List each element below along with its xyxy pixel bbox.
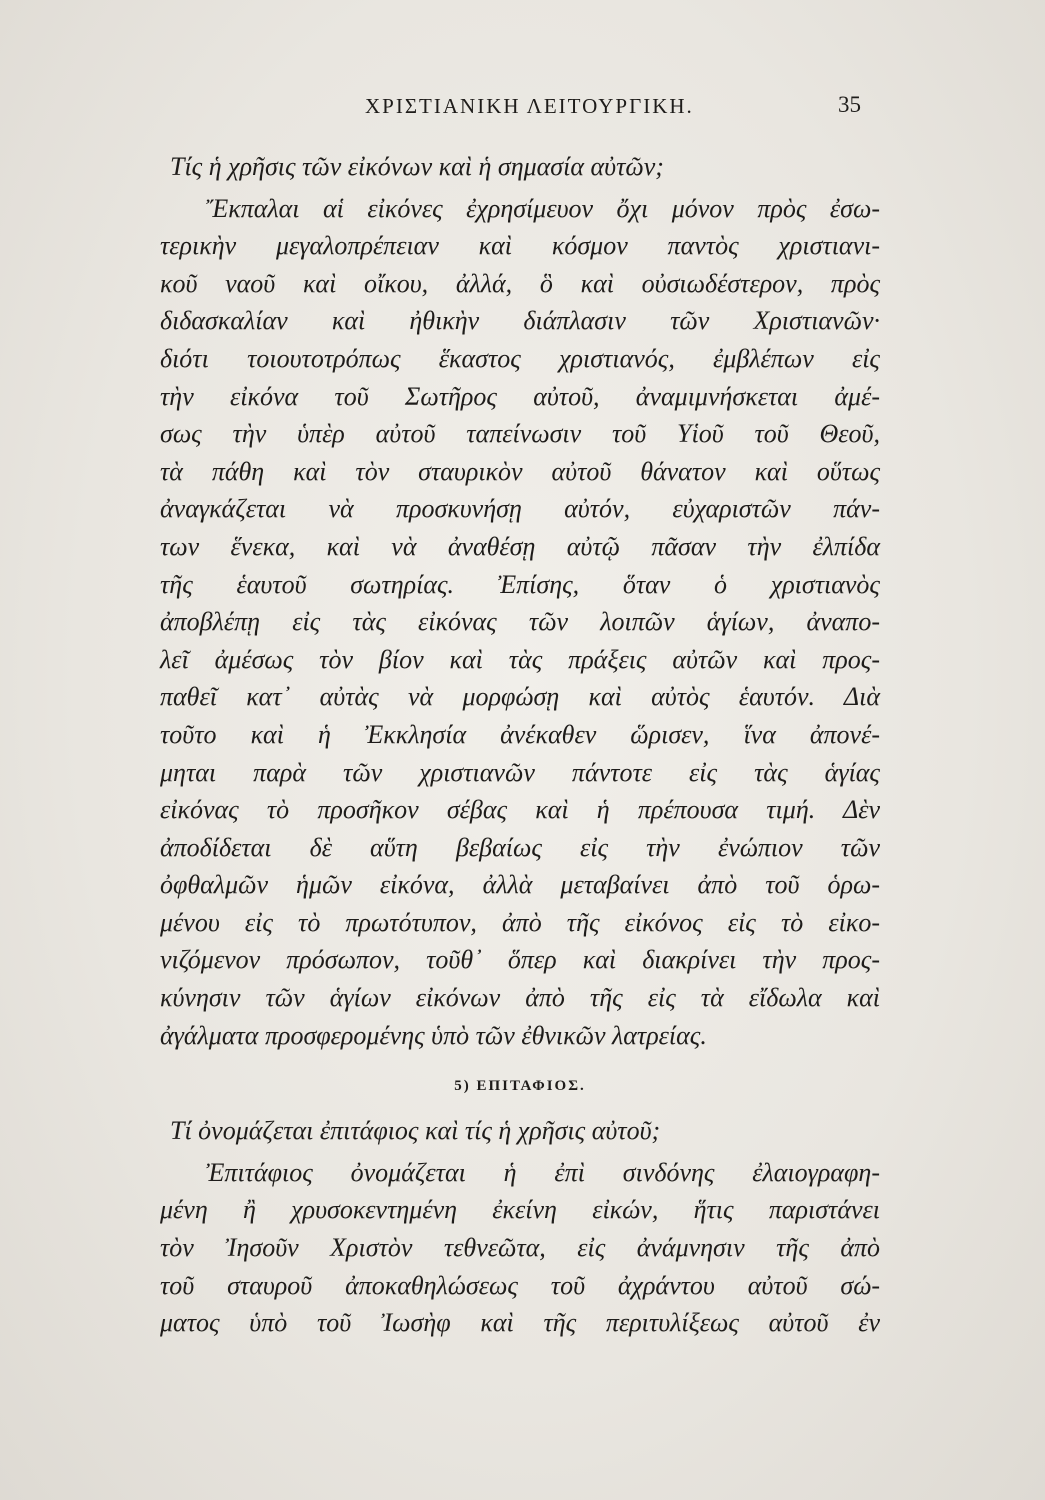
text-line: κοῦ ναοῦ καὶ οἴκου, ἀλλά, ὃ καὶ οὐσιωδέστερον, πρὸς <box>160 268 880 298</box>
text-line: κύνησιν τῶν ἁγίων εἰκόνων ἀπὸ τῆς εἰς τὰ εἴδωλα καὶ <box>160 983 880 1013</box>
question-line: Τί ὀνομάζεται ἐπιτάφιος καὶ τίς ἡ χρῆσις αὐτοῦ; <box>170 1116 661 1146</box>
page-body <box>160 148 880 1342</box>
section-title: 5) ΕΠΙΤΑΦΙΟΣ. <box>454 1078 586 1095</box>
text-line: εἰκόνας τὸ προσῆκον σέβας καὶ ἡ πρέπουσα τιμή. Δὲν <box>160 795 880 825</box>
text-line: τὴν εἰκόνα τοῦ Σωτῆρος αὐτοῦ, ἀναμιμνήσκεται ἀμέ- <box>160 381 880 411</box>
text-line: τερικὴν μεγαλοπρέπειαν καὶ κόσμον παντὸς χριστιανι- <box>160 231 880 261</box>
text-line: ματος ὑπὸ τοῦ Ἰωσὴφ καὶ τῆς περιτυλίξεως αὐτοῦ ἐν <box>160 1308 880 1338</box>
text-line: διδασκαλίαν καὶ ἠθικὴν διάπλασιν τῶν Χριστιανῶν· <box>160 306 880 336</box>
text-line: των ἕνεκα, καὶ νὰ ἀναθέσῃ αὐτῷ πᾶσαν τὴν ἐλπίδα <box>160 531 880 561</box>
text-line: Ἔκπαλαι αἱ εἰκόνες ἐχρησίμευον ὄχι μόνον πρὸς ἐσω- <box>206 193 880 223</box>
paragraph-epitaphios <box>160 1154 880 1342</box>
text-line: ὀφθαλμῶν ἡμῶν εἰκόνα, ἀλλὰ μεταβαίνει ἀπὸ τοῦ ὁρω- <box>160 870 880 900</box>
text-line: μηται παρὰ τῶν χριστιανῶν πάντοτε εἰς τὰς ἁγίας <box>160 757 880 787</box>
question-line: Τίς ἡ χρῆσις τῶν εἰκόνων καὶ ἡ σημασία αὐτῶν; <box>170 152 664 181</box>
text-line: ἀναγκάζεται νὰ προσκυνήσῃ αὐτόν, εὐχαριστῶν πάν- <box>160 494 880 524</box>
text-line: νιζόμενον πρόσωπον, τοῦθ᾽ ὅπερ καὶ διακρίνει τὴν προς- <box>160 945 880 975</box>
running-title: ΧΡΙΣΤΙΑΝΙΚΗ ΛΕΙΤΟΥΡΓΙΚΗ. <box>365 94 694 118</box>
text-line: τὰ πάθη καὶ τὸν σταυρικὸν αὐτοῦ θάνατον καὶ οὕτως <box>160 456 880 486</box>
text-line: τοῦτο καὶ ἡ Ἐκκλησία ἀνέκαθεν ὥρισεν, ἵνα ἀπονέ- <box>160 719 880 749</box>
page-number: 35 <box>838 92 861 117</box>
text-line: παθεῖ κατ᾽ αὐτὰς νὰ μορφώσῃ καὶ αὐτὸς ἑαυτόν. Διὰ <box>160 682 880 712</box>
text-line: ἀγάλματα προσφερομένης ὑπὸ τῶν ἐθνικῶν λατρείας. <box>160 1020 707 1050</box>
text-line: Ἐπιτάφιος ὀνομάζεται ἡ ἐπὶ σινδόνης ἐλαιογραφη- <box>206 1157 880 1187</box>
text-line: σως τὴν ὑπὲρ αὐτοῦ ταπείνωσιν τοῦ Υἱοῦ τοῦ Θεοῦ, <box>160 419 880 449</box>
text-line: τῆς ἑαυτοῦ σωτηρίας. Ἐπίσης, ὅταν ὁ χριστιανὸς <box>160 569 880 599</box>
paragraph-icons <box>160 190 880 1055</box>
text-line: μένη ἢ χρυσοκεντημένη ἐκείνη εἰκών, ἥτις παριστάνει <box>160 1195 880 1225</box>
text-line: μένου εἰς τὸ πρωτότυπον, ἀπὸ τῆς εἰκόνος εἰς τὸ εἰκο- <box>160 907 880 937</box>
text-line: λεῖ ἀμέσως τὸν βίον καὶ τὰς πράξεις αὐτῶν καὶ προς- <box>160 644 880 674</box>
running-head <box>0 94 1045 124</box>
text-line: διότι τοιουτοτρόπως ἕκαστος χριστιανός, ἐμβλέπων εἰς <box>160 343 880 373</box>
text-line: τὸν Ἰησοῦν Χριστὸν τεθνεῶτα, εἰς ἀνάμνησιν τῆς ἀπὸ <box>160 1233 880 1263</box>
text-line: ἀποδίδεται δὲ αὕτη βεβαίως εἰς τὴν ἐνώπιον τῶν <box>160 832 880 862</box>
text-line: ἀποβλέπῃ εἰς τὰς εἰκόνας τῶν λοιπῶν ἁγίων, ἀναπο- <box>160 607 880 637</box>
text-line: τοῦ σταυροῦ ἀποκαθηλώσεως τοῦ ἀχράντου αὐτοῦ σώ- <box>160 1270 880 1300</box>
